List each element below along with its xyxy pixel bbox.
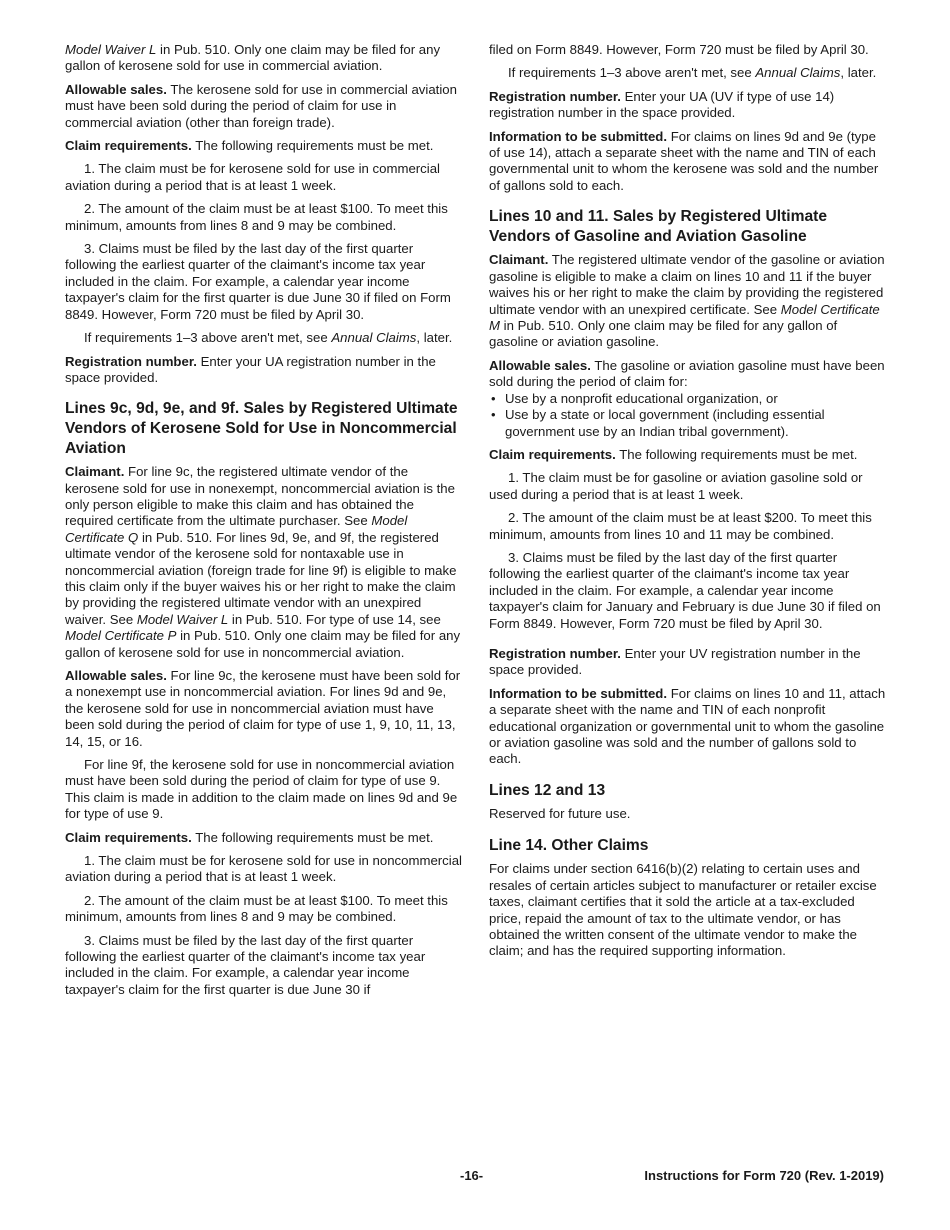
paragraph-text: For claims on lines 10 and 11, attach a separate sheet with the name and TIN of each nonprofit educational organization or governmental unit to whom the gasoline or aviation gasoline was sold and the number of gallons sold to each. <box>489 685 886 767</box>
paragraph-text: The following requirements must be met. <box>191 829 434 845</box>
run-in-heading: Registration number. <box>489 645 621 661</box>
run-in-heading: Registration number. <box>489 88 621 104</box>
italic-reference: Annual Claims <box>755 65 841 81</box>
italic-reference: Model Waiver L <box>136 611 229 627</box>
list-item <box>489 407 887 440</box>
paragraph <box>489 89 887 122</box>
paragraph: For claims under section 6416(b)(2) relating to certain uses and resales of certain articles subject to manufacturer or retailer excise taxes, claimant certifies that it sold the article at a tax-excluded price, repaid the amount of tax to the ultimate vendor, or has obtained the written consent of the ultimate vendor to make the claim; and has the required supporting information. <box>489 861 877 959</box>
paragraph-text: For line 9c, the kerosene must have been sold for a nonexempt use in noncommercial aviation. For lines 9d and 9e, the kerosene sold for use in noncommercial aviation must have been sold during the period of claim for type of use 1, 9, 10, 11, 13, 14, 15, or 16. <box>65 667 461 749</box>
paragraph <box>489 686 887 768</box>
paragraph: For line 9f, the kerosene sold for use in noncommercial aviation must have been sold during the period of claim for type of use 9. This claim is made in addition to the claim made on lines 9d and 9e for type of use 9. <box>65 757 458 822</box>
paragraph-text: in Pub. 510. For type of use 14, see <box>228 611 441 627</box>
run-in-heading: Claimant. <box>489 252 549 268</box>
requirement-item: 3. Claims must be filed by the last day of the first quarter following the earliest quarter of the claimant's income tax year included in the claim. For example, a calendar year income taxpayer's claim for January and February is due June 30 if filed on Form 8849. However, Form 720 must be filed by April 30. <box>489 549 881 631</box>
list-item <box>489 391 887 407</box>
paragraph <box>489 252 887 350</box>
italic-reference: Model Certificate Q <box>65 513 408 545</box>
paragraph: filed on Form 8849. However, Form 720 must be filed by April 30. <box>489 42 869 57</box>
italic-reference: Model Certificate P <box>65 628 177 644</box>
paragraph-text: The kerosene sold for use in commercial aviation must have been sold during the period of claim for use in commercial aviation (other than foreign trade). <box>65 81 457 130</box>
paragraph-text: in Pub. 510. Only one claim may be filed for any gallon of gasoline or aviation gasoline. <box>489 318 838 350</box>
requirement-item: 1. The claim must be for kerosene sold for use in commercial aviation during a period that is at least 1 week. <box>65 161 440 193</box>
run-in-heading: Allowable sales. <box>489 357 591 373</box>
paragraph <box>489 646 887 679</box>
italic-reference: Model Certificate M <box>489 301 880 334</box>
paragraph <box>65 330 463 346</box>
paragraph-text: For claims on lines 9d and 9e (type of use 14), attach a separate sheet with the name and TIN of each governmental unit to whom the kerosene was sold and the number of gallons sold to each. <box>489 128 879 193</box>
paragraph-text: The gasoline or aviation gasoline must have been sold during the period of claim for: <box>489 357 885 390</box>
requirement-item: 3. Claims must be filed by the last day of the first quarter following the earliest quarter of the claimant's income tax year included in the claim. For example, a calendar year income taxpayer's claim for the first quarter is due June 30 if <box>65 932 426 997</box>
run-in-heading: Allowable sales. <box>65 667 167 683</box>
paragraph <box>65 668 463 750</box>
run-in-heading: Registration number. <box>65 353 197 369</box>
paragraph-text: in Pub. 510. For lines 9d, 9e, and 9f, the registered ultimate vendor of the kerosene sold for nontaxable use in noncommercial aviation (foreign trade for line 9f) is eligible to make this claim only if the buyer waives his or her right to make the claim by providing the registered ultimate vendor with an unexpired waiver. See <box>65 529 457 627</box>
section-heading: Lines 10 and 11. Sales by Registered Ultimate Vendors of Gasoline and Aviation Gasoline <box>489 208 828 245</box>
paragraph <box>489 358 887 391</box>
requirement-item: 3. Claims must be filed by the last day of the first quarter following the earliest quarter of the claimant's income tax year included in the claim. For example, a calendar year income taxpayer's claim for the first quarter is due June 30 if filed on Form 8849. However, Form 720 must be filed by April 30. <box>65 241 451 322</box>
run-in-heading: Claim requirements. <box>65 829 192 845</box>
paragraph-text: Enter your UA registration number in the space provided. <box>65 353 436 385</box>
page-number: -16- <box>460 1168 484 1183</box>
run-in-heading: Information to be submitted. <box>489 685 668 701</box>
section-heading: Line 14. Other Claims <box>489 836 649 854</box>
right-column <box>489 42 887 967</box>
paragraph: Reserved for future use. <box>489 806 631 822</box>
list-item-text: Use by a nonprofit educational organization, or <box>505 390 778 406</box>
italic-reference: Model Waiver L <box>65 42 157 57</box>
run-in-heading: Claimant. <box>65 464 125 480</box>
run-in-heading: Claim requirements. <box>489 446 616 462</box>
paragraph-text: If requirements 1–3 above aren't met, see <box>84 330 332 346</box>
section-heading: Lines 9c, 9d, 9e, and 9f. Sales by Registered Ultimate Vendors of Kerosene Sold for Use in Noncommercial Aviation <box>65 400 458 457</box>
paragraph <box>65 830 463 846</box>
paragraph <box>65 82 463 131</box>
requirement-item: 2. The amount of the claim must be at least $100. To meet this minimum, amounts from lines 8 and 9 may be combined. <box>65 892 448 925</box>
left-column <box>65 42 463 1005</box>
paragraph-text: Enter your UA (UV if type of use 14) registration number in the space provided. <box>489 88 835 121</box>
paragraph-text: , later. <box>840 65 877 81</box>
paragraph-text: For line 9c, the registered ultimate vendor of the kerosene sold for use in nonexempt, noncommercial aviation is the only person eligible to make this claim and has obtained the required certificate from the ultimate purchaser. See <box>65 464 455 529</box>
paragraph <box>65 464 463 661</box>
paragraph <box>489 447 887 463</box>
run-in-heading: Claim requirements. <box>65 138 192 154</box>
bullet-icon: • <box>491 407 496 423</box>
requirement-item: 1. The claim must be for gasoline or aviation gasoline sold or used during a period that is at least 1 week. <box>489 470 863 502</box>
paragraph-text: Enter your UV registration number in the space provided. <box>489 645 861 678</box>
requirement-item: 2. The amount of the claim must be at least $100. To meet this minimum, amounts from lines 8 and 9 may be combined. <box>65 201 448 233</box>
paragraph <box>489 65 887 81</box>
list-item-text: Use by a state or local government (including essential government use by an Indian tribal government). <box>505 407 825 439</box>
run-in-heading: Allowable sales. <box>65 81 167 97</box>
requirement-item: 2. The amount of the claim must be at least $200. To meet this minimum, amounts from lines 10 and 11 may be combined. <box>489 510 872 542</box>
form-title: Instructions for Form 720 (Rev. 1-2019) <box>644 1168 884 1183</box>
bullet-icon: • <box>491 390 496 406</box>
paragraph-text: The following requirements must be met. <box>191 138 434 154</box>
paragraph <box>65 138 463 154</box>
paragraph-text: in Pub. 510. Only one claim may be filed for any gallon of kerosene sold for use in noncommercial aviation. <box>65 628 461 660</box>
italic-reference: Annual Claims <box>331 330 417 346</box>
paragraph-text: , later. <box>416 330 453 346</box>
section-heading: Lines 12 and 13 <box>489 781 606 799</box>
paragraph <box>489 129 887 195</box>
paragraph-text: If requirements 1–3 above aren't met, see <box>508 65 756 81</box>
paragraph-text: The following requirements must be met. <box>615 446 858 462</box>
bullet-list <box>489 391 887 440</box>
requirement-item: 1. The claim must be for kerosene sold for use in noncommercial aviation during a period that is at least 1 week. <box>65 853 462 885</box>
paragraph <box>65 354 463 387</box>
paragraph-text: in Pub. 510. Only one claim may be filed for any gallon of kerosene sold for use in commercial aviation. <box>65 42 441 74</box>
paragraph-text: The registered ultimate vendor of the gasoline or aviation gasoline is eligible to make a claim on lines 10 and 11 if the buyer waives his or her right to make the claim by providing the registered ultimate vendor with an unexpired certificate. See <box>489 252 885 317</box>
run-in-heading: Information to be submitted. <box>489 128 668 144</box>
paragraph <box>65 42 463 75</box>
